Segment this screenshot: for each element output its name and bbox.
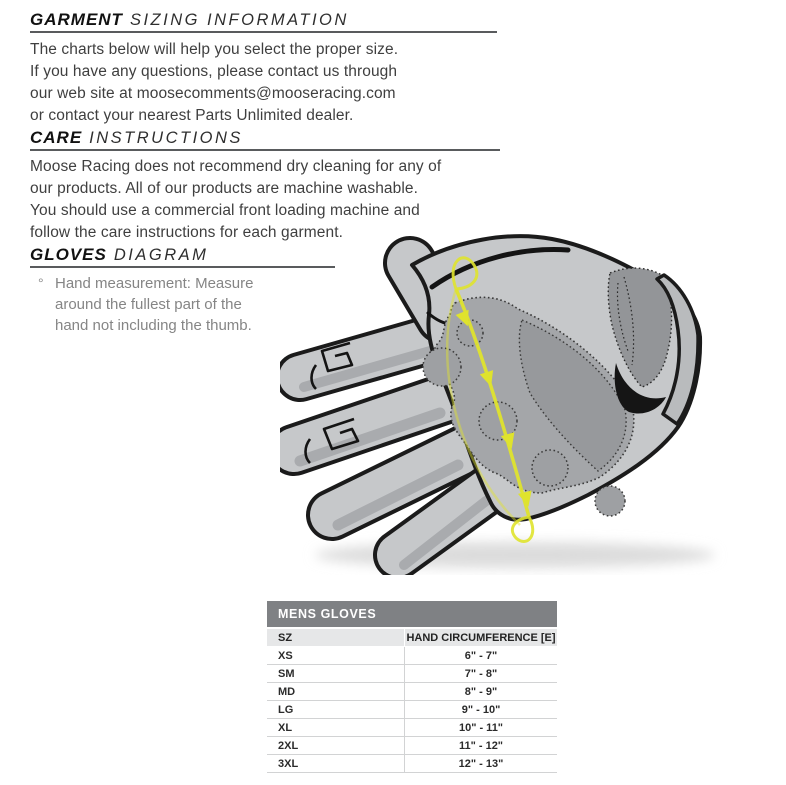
table-row <box>267 755 557 773</box>
paragraph-line: or contact your nearest Parts Unlimited dealer. <box>30 107 354 124</box>
heading-light: DIAGRAM <box>113 246 209 264</box>
bullet-icon: ° <box>38 275 44 291</box>
size-cell: SM <box>278 667 295 680</box>
paragraph-line: Moose Racing does not recommend dry cleaning for any of <box>30 158 442 175</box>
glove-diagram-svg <box>280 225 745 575</box>
care-section-heading <box>30 128 243 148</box>
size-cell: 2XL <box>278 739 299 752</box>
mens-gloves-table <box>267 601 557 773</box>
paragraph-line: follow the care instructions for each garment. <box>30 224 344 241</box>
table-header-row <box>267 629 557 646</box>
paragraph-line: The charts below will help you select the proper size. <box>30 41 399 58</box>
range-cell: 11" - 12" <box>404 737 557 754</box>
range-cell: 12" - 13" <box>404 755 557 772</box>
table-row <box>267 683 557 701</box>
bullet-line: Hand measurement: Measure <box>55 275 254 292</box>
size-cell: XL <box>278 721 293 734</box>
table-row <box>267 737 557 755</box>
heading-bold: GLOVES <box>30 245 107 264</box>
table-row <box>267 665 557 683</box>
garment-paragraph <box>30 39 398 127</box>
table-row <box>267 647 557 665</box>
range-cell: 9" - 10" <box>404 701 557 718</box>
size-cell: MD <box>278 685 296 698</box>
bullet-line: around the fullest part of the <box>55 296 242 313</box>
paragraph-line: If you have any questions, please contact us through <box>30 63 398 80</box>
paragraph-line: You should use a commercial front loading machine and <box>30 202 420 219</box>
size-cell: 3XL <box>278 757 299 770</box>
heading-light: INSTRUCTIONS <box>89 129 243 147</box>
range-cell: 7" - 8" <box>404 665 557 682</box>
heading-rule <box>30 149 500 151</box>
bullet-text <box>55 273 253 336</box>
hand-measurement-note <box>38 273 254 334</box>
gloves-section-heading <box>30 245 208 265</box>
heading-bold: CARE <box>30 128 83 147</box>
paragraph-line: our products. All of our products are machine washable. <box>30 180 419 197</box>
heading-light: SIZING INFORMATION <box>129 11 349 29</box>
size-cell: XS <box>278 649 293 662</box>
range-cell: 6" - 7" <box>404 647 557 664</box>
size-cell: LG <box>278 703 294 716</box>
heading-rule <box>30 31 497 33</box>
paragraph-line: our web site at moosecomments@mooseracing.com <box>30 85 396 102</box>
heading-bold: GARMENT <box>30 10 123 29</box>
range-cell: 8" - 9" <box>404 683 557 700</box>
table-row <box>267 701 557 719</box>
column-header-size: SZ <box>278 631 293 644</box>
table-title: MENS GLOVES <box>267 601 557 627</box>
column-header-circumference: HAND CIRCUMFERENCE [E] <box>404 629 557 646</box>
bullet-line: hand not including the thumb. <box>55 317 252 334</box>
table-row <box>267 719 557 737</box>
glove-illustration <box>280 225 745 575</box>
garment-section-heading <box>30 10 349 30</box>
range-cell: 10" - 11" <box>404 719 557 736</box>
